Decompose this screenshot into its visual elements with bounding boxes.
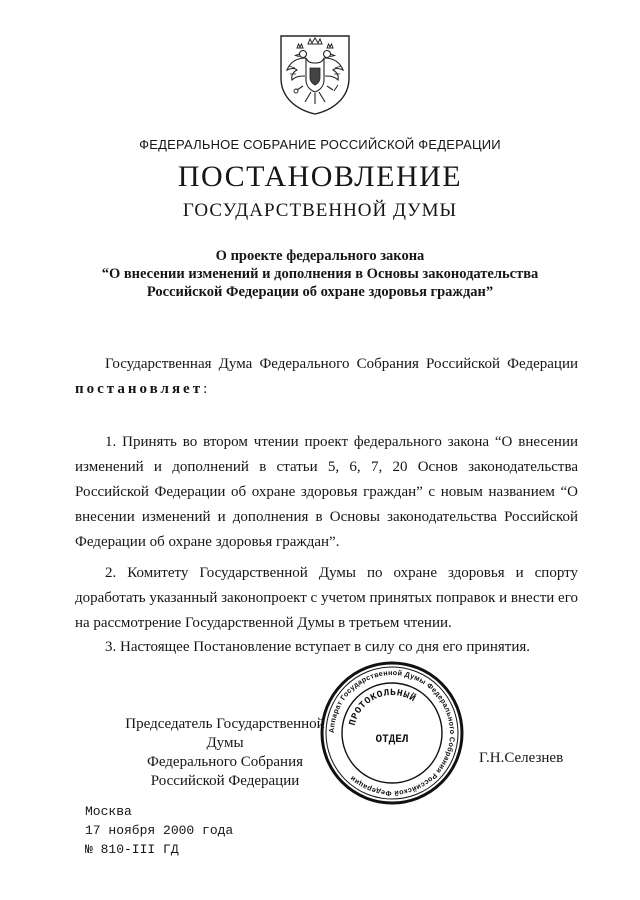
document-subtitle: ГОСУДАРСТВЕННОЙ ДУМЫ xyxy=(182,200,458,221)
item-text: Принять во втором чтении проект федерального закона “О внесении изменений и дополнений в статьи 5, 6, 7, 20 Основ законодательства Российской Федерации об охране здоровья граждан” с новым названием “О внесении изменений и дополнения в Основы законодательства Российской Федерации об охране здоровья граждан”. xyxy=(75,434,579,550)
resolution-item-3 xyxy=(75,635,578,660)
signatory-position xyxy=(110,715,340,791)
item-text: Настоящее Постановление вступает в силу со дня его принятия. xyxy=(120,639,531,655)
preamble-suffix: : xyxy=(203,381,208,397)
stamp-inner-text: ПРОТОКОЛЬНЫЙ xyxy=(346,686,418,727)
subject-line-3: Российской Федерации об охране здоровья граждан” xyxy=(146,284,494,300)
footer-date: 17 ноября 2000 года xyxy=(85,823,234,838)
item-number: 2. xyxy=(105,565,117,581)
stamp-center-text: ОТДЕЛ xyxy=(375,734,409,746)
resolution-item-2 xyxy=(75,561,578,636)
resolution-item-1 xyxy=(75,430,578,555)
subject-line-1: О проекте федерального закона xyxy=(215,248,425,264)
preamble-emphasis: постановляет xyxy=(75,381,204,397)
stamp-outer-text: Аппарат Государственной Думы Федерального Собрания Российской Федерации xyxy=(326,667,458,799)
item-text: Комитету Государственной Думы по охране здоровья и спорту доработать указанный законопроект с учетом принятых поправок и внести его на рассмотрение Государственной Думы в третьем чтении. xyxy=(75,565,578,631)
coat-of-arms-emblem xyxy=(275,30,355,116)
document-footer xyxy=(85,802,233,859)
resolution-subject xyxy=(0,247,640,301)
preamble-paragraph xyxy=(75,352,578,402)
subject-line-2: “О внесении изменений и дополнения в Основы законодательства xyxy=(101,266,539,282)
official-stamp xyxy=(319,660,465,806)
position-line-3: Российской Федерации xyxy=(150,773,300,789)
position-line-1: Председатель Государственной Думы xyxy=(125,716,325,751)
footer-city: Москва xyxy=(85,804,132,819)
svg-text:ПРОТОКОЛЬНЫЙ xyxy=(347,687,418,727)
document-title: ПОСТАНОВЛЕНИЕ xyxy=(177,160,463,193)
item-number: 3. xyxy=(105,639,117,655)
signatory-name: Г.Н.Селезнев xyxy=(479,750,564,766)
position-line-2: Федерального Собрания xyxy=(146,754,304,770)
footer-number: № 810-III ГД xyxy=(85,842,179,857)
organization-heading: ФЕДЕРАЛЬНОЕ СОБРАНИЕ РОССИЙСКОЙ ФЕДЕРАЦИИ xyxy=(139,137,501,152)
preamble-text: Государственная Дума Федерального Собрания Российской Федерации xyxy=(105,356,578,372)
item-number: 1. xyxy=(105,434,117,450)
